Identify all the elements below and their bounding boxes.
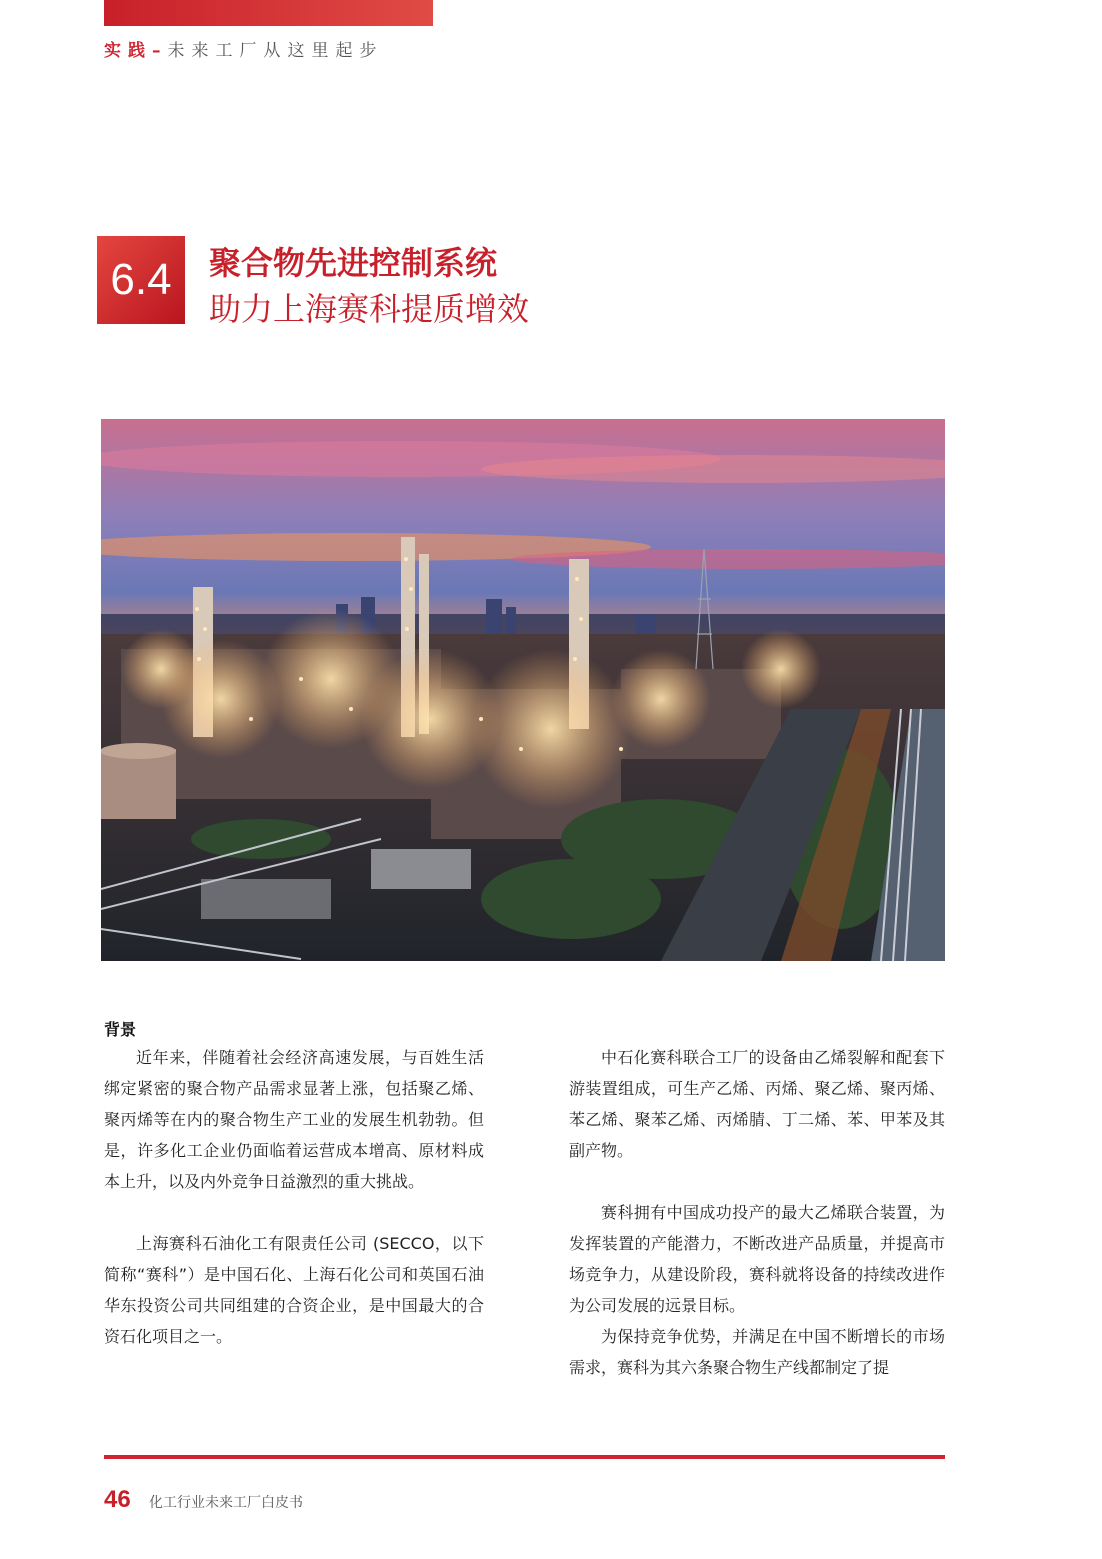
- body-paragraph: 近年来，伴随着社会经济高速发展，与百姓生活绑定紧密的聚合物产品需求显著上涨，包括聚乙烯、聚丙烯等在内的聚合物生产工业的发展生机勃勃。但是，许多化工企业仍面临着运营成本增高、原材料成本上升，以及内外竞争日益激烈的重大挑战。: [104, 1048, 484, 1191]
- page-number: 46: [104, 1486, 131, 1513]
- running-header-accent: 实践: [104, 41, 152, 61]
- section-label-background: 背景: [104, 1020, 137, 1039]
- body-paragraph: 上海赛科石油化工有限责任公司 (SECCO，以下简称“赛科”）是中国石化、上海石化公司和英国石油华东投资公司共同组建的合资企业，是中国最大的合资石化项目之一。: [104, 1234, 484, 1346]
- body-column-right: [569, 1042, 945, 1383]
- running-header-text: 未来工厂从这里起步: [167, 41, 384, 61]
- running-header-separator: –: [152, 41, 168, 61]
- body-paragraph: 为保持竞争优势，并满足在中国不断增长的市场需求，赛科为其六条聚合物生产线都制定了提: [569, 1327, 945, 1377]
- section-title-line2: 助力上海赛科提质增效: [209, 290, 530, 328]
- footer-rule: [104, 1455, 945, 1459]
- section-title-line1: 聚合物先进控制系统: [209, 244, 498, 282]
- footer-book-title: 化工行业未来工厂白皮书: [149, 1495, 303, 1511]
- top-accent-bar: [104, 0, 433, 26]
- body-paragraph: 中石化赛科联合工厂的设备由乙烯裂解和配套下游装置组成，可生产乙烯、丙烯、聚乙烯、聚丙烯、苯乙烯、聚苯乙烯、丙烯腈、丁二烯、苯、甲苯及其副产物。: [569, 1048, 945, 1160]
- body-column-left: [104, 1042, 484, 1352]
- running-header: [104, 36, 384, 61]
- refinery-night-photo: [101, 419, 945, 961]
- body-paragraph: 赛科拥有中国成功投产的最大乙烯联合装置，为发挥装置的产能潜力，不断改进产品质量，并提高市场竞争力，从建设阶段，赛科就将设备的持续改进作为公司发展的远景目标。: [569, 1203, 945, 1315]
- section-number-badge: 6.4: [97, 236, 185, 324]
